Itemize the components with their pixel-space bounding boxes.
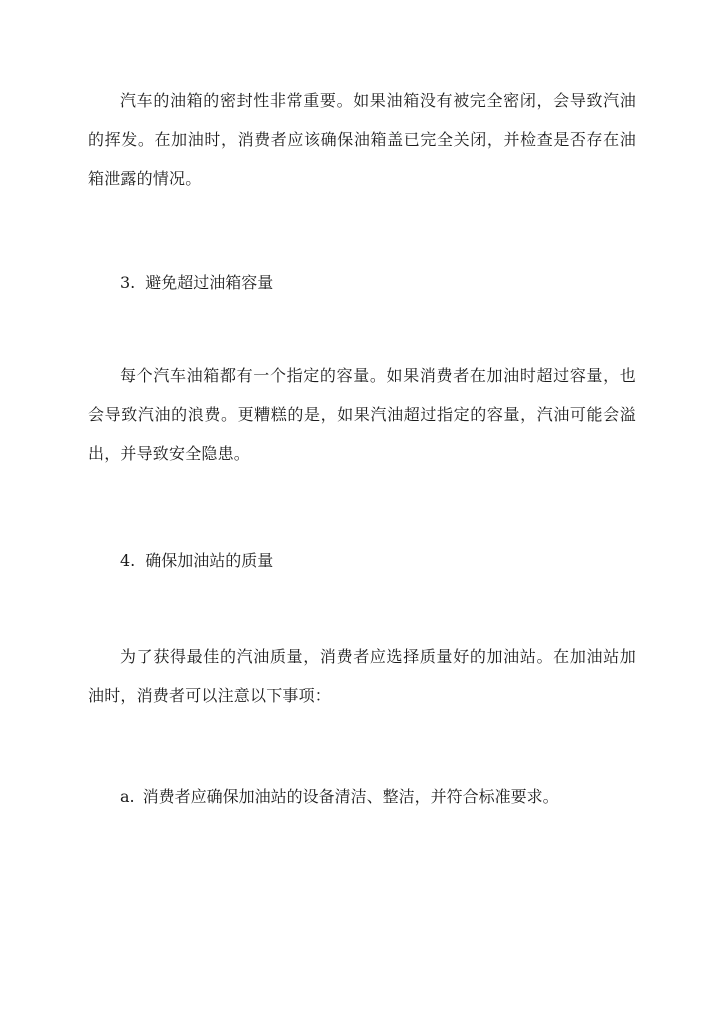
list-item — [120, 785, 559, 809]
section-number: 3. — [120, 273, 136, 292]
paragraph-tank-capacity: 每个汽车油箱都有一个指定的容量。如果消费者在加油时超过容量，也会导致汽油的浪费。更糟糕的是，如果汽油超过指定的容量，汽油可能会溢出，并导致安全隐患。 — [88, 366, 636, 463]
section-number: 4. — [120, 551, 136, 570]
paragraph-fuel-tank-sealing: 汽车的油箱的密封性非常重要。如果油箱没有被完全密闭，会导致汽油的挥发。在加油时，消费者应该确保油箱盖已完全关闭，并检查是否存在油箱泄露的情况。 — [88, 91, 636, 188]
section-title: 确保加油站的质量 — [145, 551, 274, 570]
paragraph-station-quality: 为了获得最佳的汽油质量，消费者应选择质量好的加油站。在加油站加油时，消费者可以注意以下事项： — [88, 647, 636, 705]
section-heading-3 — [120, 271, 273, 295]
section-title: 避免超过油箱容量 — [145, 273, 274, 292]
section-heading-4 — [120, 549, 273, 573]
list-item-text: 消费者应确保加油站的设备清洁、整洁，并符合标准要求。 — [142, 787, 559, 806]
list-item-marker: a. — [120, 787, 135, 806]
